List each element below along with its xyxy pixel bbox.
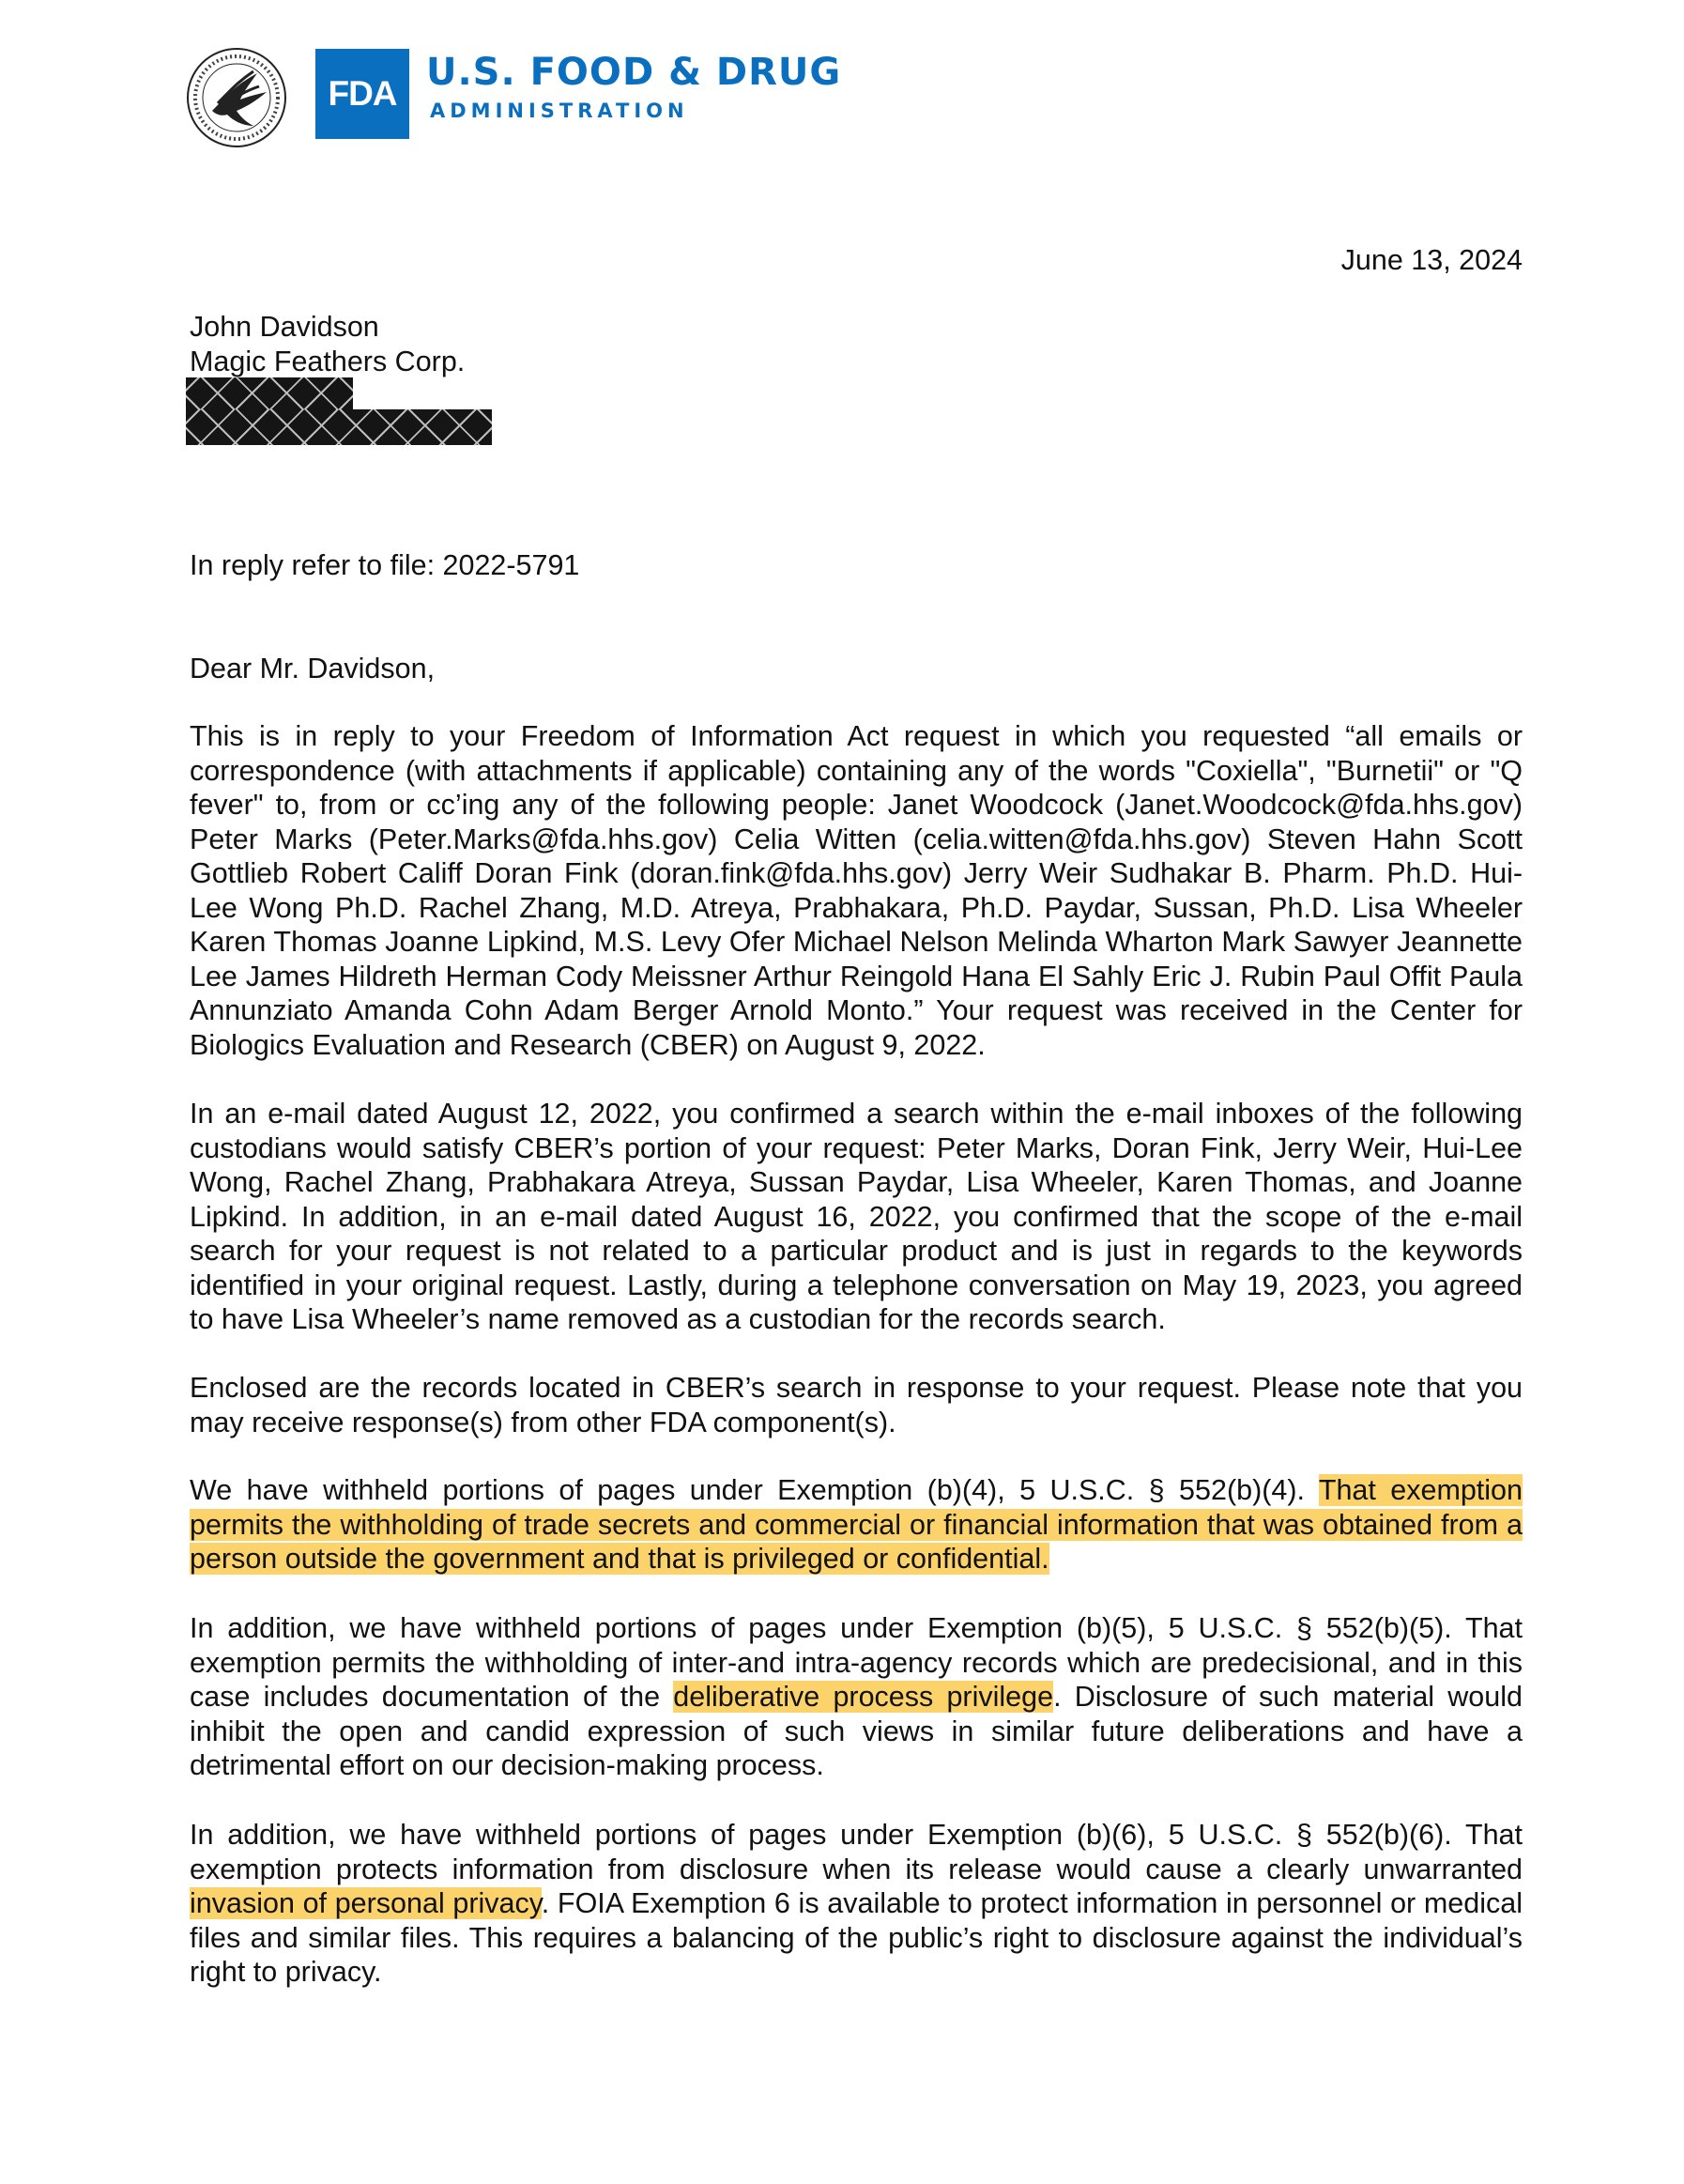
salutation: Dear Mr. Davidson, bbox=[190, 653, 436, 684]
fda-logo-mark: FDA bbox=[315, 49, 409, 139]
letter-date: June 13, 2024 bbox=[1340, 244, 1523, 276]
paragraph-exemption-b6 bbox=[190, 1818, 1523, 1990]
recipient-company: Magic Feathers Corp. bbox=[190, 346, 466, 377]
letterhead bbox=[184, 41, 842, 145]
highlight-b5: deliberative process privilege bbox=[673, 1681, 1054, 1713]
highlight-b6: invasion of personal privacy bbox=[190, 1887, 542, 1919]
hhs-seal-icon bbox=[184, 45, 289, 150]
redacted-address-line-2 bbox=[186, 409, 492, 445]
agency-subname: ADMINISTRATION bbox=[430, 100, 689, 122]
redacted-address-line-1 bbox=[186, 377, 353, 413]
exemption-b4-text: We have withheld portions of pages under Exemption (b)(4), 5 U.S.C. § 552(b)(4). bbox=[190, 1474, 1319, 1506]
paragraph-custodians: In an e-mail dated August 12, 2022, you confirmed a search within the e-mail inboxes of the following custodians would satisfy CBER’s portion of your request: Peter Marks, Doran Fink, Jerry Weir, Hui-Lee Wong, Rachel Zhang, Prabhakara Atreya, Sussan Paydar, Lisa Wheeler, Karen Thomas, and Joanne Lipkind. In addition, in an e-mail dated August 16, 2022, you confirmed that the scope of the e-mail search for your request is not related to a particular product and is just in regards to the keywords identified in your original request. Lastly, during a telephone conversation on May 19, 2023, you agreed to have Lisa Wheeler’s name removed as a custodian for the records search. bbox=[190, 1098, 1523, 1335]
exemption-b5-text: In addition, we have withheld portions of pages under Exemption (b)(5), 5 U.S.C. § 552(b)(5). That exemption permits the withholding of inter-and intra-agency records which are predecisional, and in this case includes documentation of the bbox=[190, 1612, 1523, 1713]
paragraph-exemption-b4 bbox=[190, 1473, 1523, 1576]
exemption-b5-text-cont: . Disclosure of such material would inhibit the open and candid expression of such views in similar future deliberations and have a detrimental effort on our decision-making process. bbox=[190, 1681, 1523, 1781]
highlight-b4: That exemption permits the withholding of trade secrets and commercial or financial information that was obtained from a person outside the government and that is privileged or confidential. bbox=[190, 1474, 1523, 1575]
recipient-name: John Davidson bbox=[190, 311, 379, 343]
paragraph-request: This is in reply to your Freedom of Information Act request in which you requested “all emails or correspondence (with attachments if applicable) containing any of the words "Coxiella", "Burnetii" or "Q fever" to, from or cc’ing any of the following people: Janet Woodcock (Janet.Woodcock@fda.hhs.gov) Peter Marks (Peter.Marks@fda.hhs.gov) Celia Witten (celia.witten@fda.hhs.gov) Steven Hahn Scott Gottlieb Robert Califf Doran Fink (doran.fink@fda.hhs.gov) Jerry Weir Sudhakar B. Pharm. Ph.D. Hui-Lee Wong Ph.D. Rachel Zhang, M.D. Atreya, Prabhakara, Ph.D. Paydar, Sussan, Ph.D. Lisa Wheeler Karen Thomas Joanne Lipkind, M.S. Levy Ofer Michael Nelson Melinda Wharton Mark Sawyer Jeannette Lee James Hildreth Herman Cody Meissner Arthur Reingold Hana El Sahly Eric J. Rubin Paul Offit Paula Annunziato Amanda Cohn Adam Berger Arnold Monto.” Your request was received in the Center for Biologics Evaluation and Research (CBER) on August 9, 2022. bbox=[190, 720, 1523, 1061]
agency-name: U.S. FOOD & DRUG bbox=[426, 51, 842, 94]
paragraph-enclosed-records: Enclosed are the records located in CBER’s search in response to your request. Please note that you may receive response(s) from other FDA component(s). bbox=[190, 1372, 1523, 1438]
file-reference: In reply refer to file: 2022-5791 bbox=[190, 549, 580, 581]
paragraph-exemption-b5 bbox=[190, 1611, 1523, 1783]
exemption-b6-text-cont: . FOIA Exemption 6 is available to protect information in personnel or medical files and similar files. This requires a balancing of the public’s right to disclosure against the individual’s right to privacy. bbox=[190, 1887, 1523, 1988]
exemption-b6-text: In addition, we have withheld portions of pages under Exemption (b)(6), 5 U.S.C. § 552(b)(6). That exemption protects information from disclosure when its release would cause a clearly unwarranted bbox=[190, 1819, 1523, 1885]
